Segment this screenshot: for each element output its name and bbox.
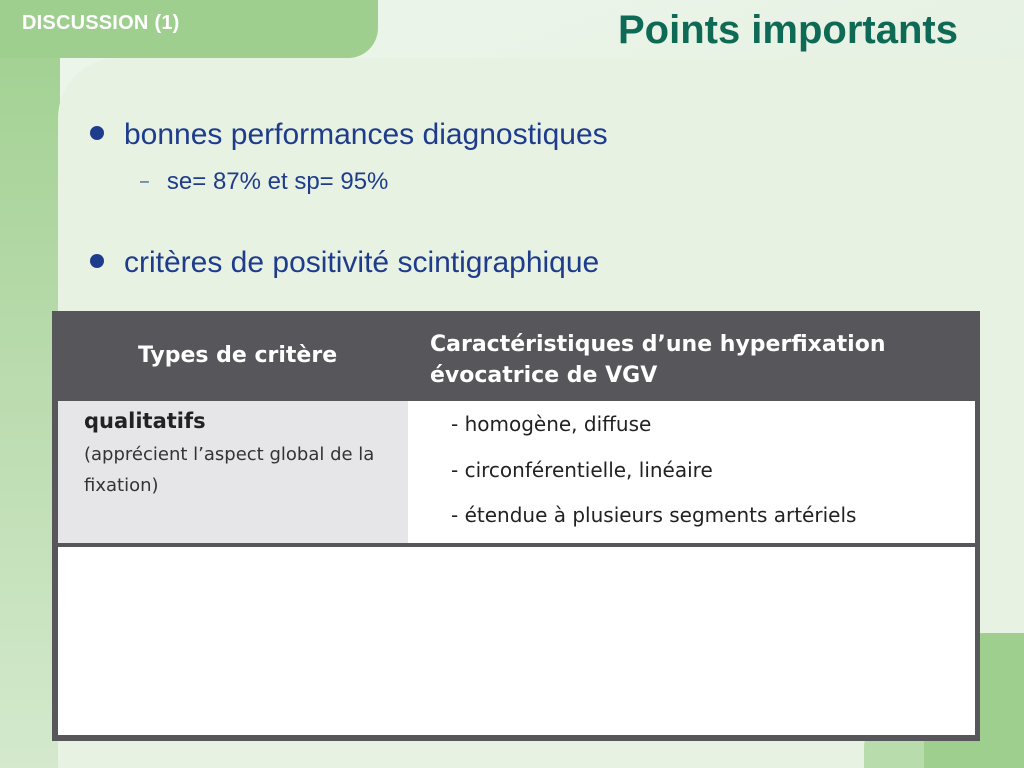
sub-bullet-text: se= 87% et sp= 95% <box>166 168 389 195</box>
characteristic-item: - circonférentielle, linéaire <box>451 458 713 482</box>
left-decor-band <box>0 0 60 768</box>
bullet-text: bonnes performances diagnostiques <box>124 118 608 151</box>
sub-bullet-item <box>140 168 388 196</box>
row-type-cell <box>58 401 408 546</box>
table-row-empty <box>58 547 975 735</box>
header-characteristics: Caractéristiques d’une hyperfixation évocatrice de VGV <box>430 332 886 388</box>
bullet-item <box>90 118 608 152</box>
bullet-text: critères de positivité scintigraphique <box>124 246 600 279</box>
criterion-type: qualitatifs <box>84 409 206 433</box>
table-header <box>52 311 980 401</box>
header-criterion-type: Types de critère <box>138 343 338 368</box>
bullet-dot-icon <box>90 126 104 140</box>
section-number: (1) <box>154 12 180 34</box>
characteristic-item: - étendue à plusieurs segments artériels <box>451 503 857 527</box>
characteristic-item: - homogène, diffuse <box>451 412 652 436</box>
dash-icon: – <box>140 173 149 190</box>
section-label <box>22 12 180 35</box>
criteria-table <box>52 311 980 741</box>
section-name: DISCUSSION <box>22 12 149 34</box>
bullet-dot-icon <box>90 254 104 268</box>
slide-title: Points importants <box>617 8 958 52</box>
table-row <box>58 401 975 543</box>
bullet-item <box>90 246 599 280</box>
criterion-description: (apprécient l’aspect global de la fixation) <box>84 444 375 496</box>
